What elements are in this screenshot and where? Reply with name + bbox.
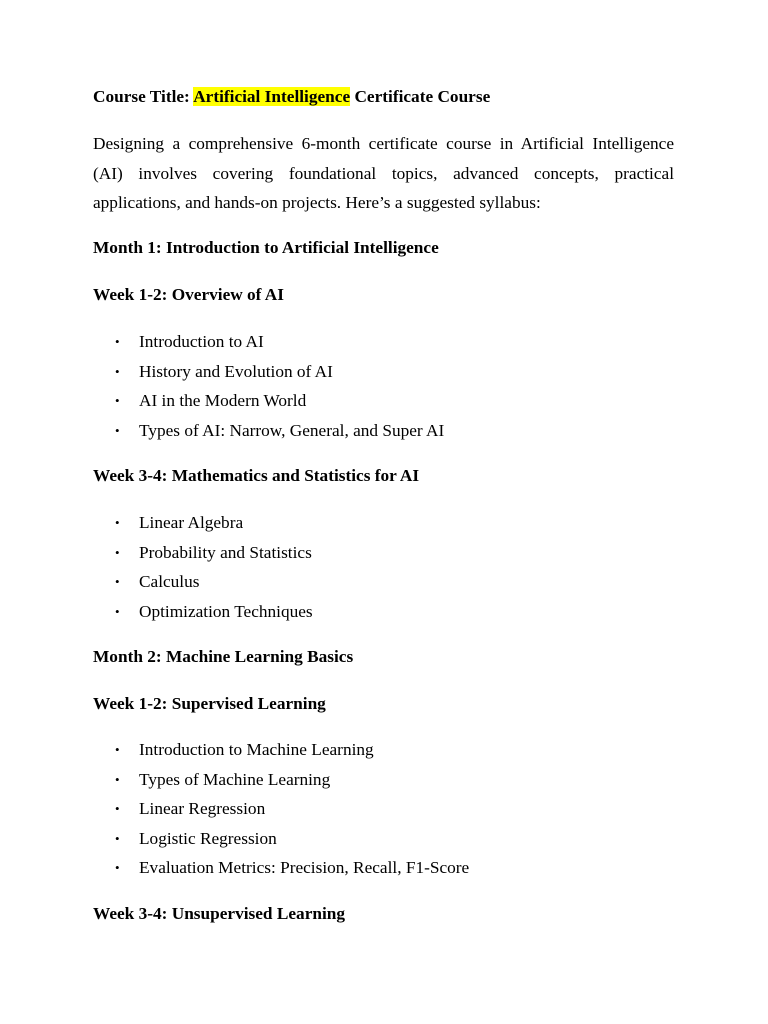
course-title-label: Course Title: <box>93 87 190 106</box>
course-title-rest: Certificate Course <box>354 87 491 106</box>
month-1-heading: Month 1: Introduction to Artificial Intelligence <box>93 238 439 257</box>
bullet-icon: • <box>115 515 120 530</box>
list-item: • Linear Regression <box>0 794 768 824</box>
list-item: • History and Evolution of AI <box>0 357 768 387</box>
list-item: • Logistic Regression <box>0 824 768 854</box>
bullet-icon: • <box>115 363 120 379</box>
bullet-icon: • <box>115 771 120 787</box>
list-item: • Optimization Techniques <box>0 597 768 627</box>
bullet-icon: • <box>115 422 120 438</box>
week-3-4-list <box>0 508 768 626</box>
bullet-icon: • <box>115 830 120 846</box>
list-item: • Linear Algebra <box>0 508 768 538</box>
intro-paragraph: Designing a comprehensive 6-month certificate course in Artificial Intelligence (AI) involves covering foundational topics, advanced concepts, practical applications, and hands-on projects. Here’s a suggested syllabus: <box>93 134 674 212</box>
week-3-4-heading: Week 3-4: Mathematics and Statistics for AI <box>93 466 420 485</box>
list-item: • Introduction to Machine Learning <box>0 735 768 765</box>
bullet-icon: • <box>115 574 120 589</box>
month-2-week-3-4-heading: Week 3-4: Unsupervised Learning <box>93 904 346 923</box>
list-item: • Probability and Statistics <box>0 538 768 568</box>
bullet-icon: • <box>115 393 120 408</box>
list-item: • Types of Machine Learning <box>0 765 768 795</box>
month-2-week-1-2-heading: Week 1-2: Supervised Learning <box>93 694 326 713</box>
bullet-icon: • <box>115 801 120 816</box>
list-item: • Introduction to AI <box>0 327 768 357</box>
bullet-icon: • <box>115 603 120 619</box>
month-2-heading: Month 2: Machine Learning Basics <box>93 647 354 666</box>
list-item: • AI in the Modern World <box>0 386 768 416</box>
bullet-icon: • <box>115 860 120 875</box>
course-title-line <box>93 82 674 112</box>
list-item: • Types of AI: Narrow, General, and Super AI <box>0 416 768 446</box>
bullet-icon: • <box>115 742 120 757</box>
month-2-week-1-2-list <box>0 735 768 883</box>
list-item: • Calculus <box>0 567 768 597</box>
list-item: • Evaluation Metrics: Precision, Recall, F1-Score <box>0 853 768 883</box>
bullet-icon: • <box>115 544 120 560</box>
bullet-icon: • <box>115 334 120 349</box>
week-1-2-list <box>0 327 768 445</box>
course-title-highlight: Artificial Intelligence <box>193 87 351 106</box>
week-1-2-heading: Week 1-2: Overview of AI <box>93 285 285 304</box>
